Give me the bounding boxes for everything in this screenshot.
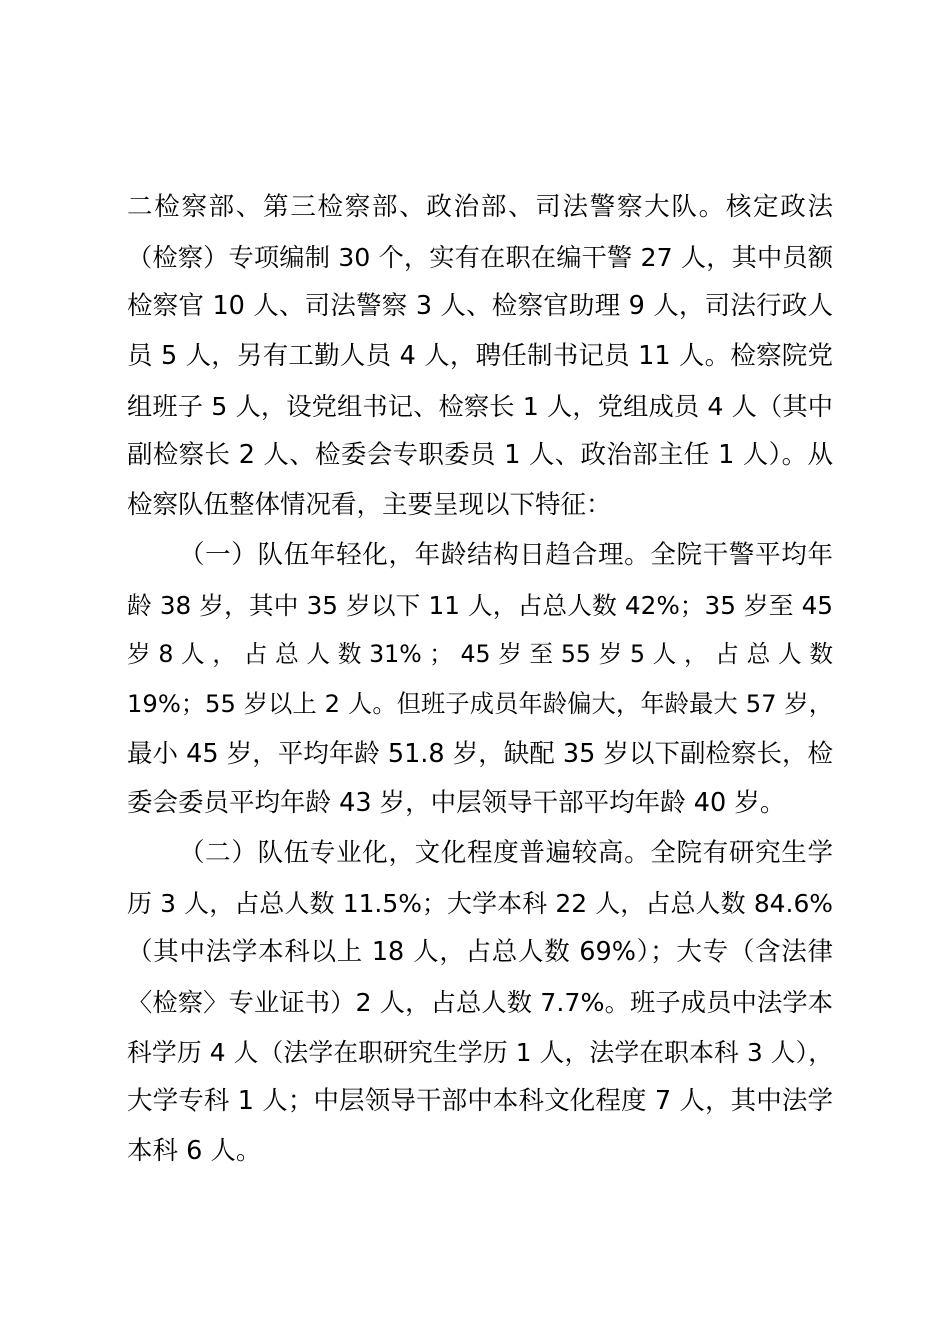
body-line-4: 员 5 人，另有工勤人员 4 人，聘任制书记员 11 人。检察院党 xyxy=(127,341,833,372)
body-line-5: 组班子 5 人，设党组书记、检察长 1 人，党组成员 4 人（其中 xyxy=(127,391,833,421)
body-line-16: （其中法学本科以上 18 人，占总人数 69%）；大专（含法律 xyxy=(127,937,833,968)
body-line-3: 检察官 10 人、司法警察 3 人、检察官助理 9 人，司法行政人 xyxy=(127,291,833,322)
document-body xyxy=(127,183,833,1177)
body-line-2: （检察）专项编制 30 个，实有在职在编干警 27 人，其中员额 xyxy=(127,242,833,272)
section-heading-1-line: （一）队伍年轻化，年龄结构日趋合理。全院干警平均年 xyxy=(179,539,833,570)
body-line-9: 龄 38 岁，其中 35 岁以下 11 人，占总人数 42%；35 岁至 45 xyxy=(127,590,833,620)
body-line-12: 最小 45 岁，平均年龄 51.8 岁，缺配 35 岁以下副检察长，检 xyxy=(127,738,833,769)
body-line-17: 〈检察〉专业证书）2 人，占总人数 7.7%。班子成员中法学本 xyxy=(127,988,833,1017)
body-line-1: 二检察部、第三检察部、政治部、司法警察大队。核定政法 xyxy=(127,192,833,222)
body-line-6: 副检察长 2 人、检委会专职委员 1 人、政治部主任 1 人）。从 xyxy=(127,440,833,471)
body-line-19: 大学专科 1 人；中层领导干部中本科文化程度 7 人，其中法学 xyxy=(127,1086,833,1117)
body-line-11: 19%；55 岁以上 2 人。但班子成员年龄偏大，年龄最大 57 岁， xyxy=(127,689,833,718)
section-heading-2-line: （二）队伍专业化，文化程度普遍较高。全院有研究生学 xyxy=(179,837,833,868)
body-line-10: 岁 8 人 ， 占 总 人 数 31% ； 45 岁 至 55 岁 5 人 ， 占 总 人 数 xyxy=(127,640,833,669)
body-line-13: 委会委员平均年龄 43 岁，中层领导干部平均年龄 40 岁。 xyxy=(127,788,786,819)
body-line-7: 检察队伍整体情况看，主要呈现以下特征： xyxy=(127,490,612,521)
body-line-18: 科学历 4 人（法学在职研究生学历 1 人，法学在职本科 3 人）， xyxy=(127,1037,833,1067)
body-line-15: 历 3 人，占总人数 11.5%；大学本科 22 人，占总人数 84.6% xyxy=(127,888,833,918)
body-line-20: 本科 6 人。 xyxy=(127,1136,262,1167)
